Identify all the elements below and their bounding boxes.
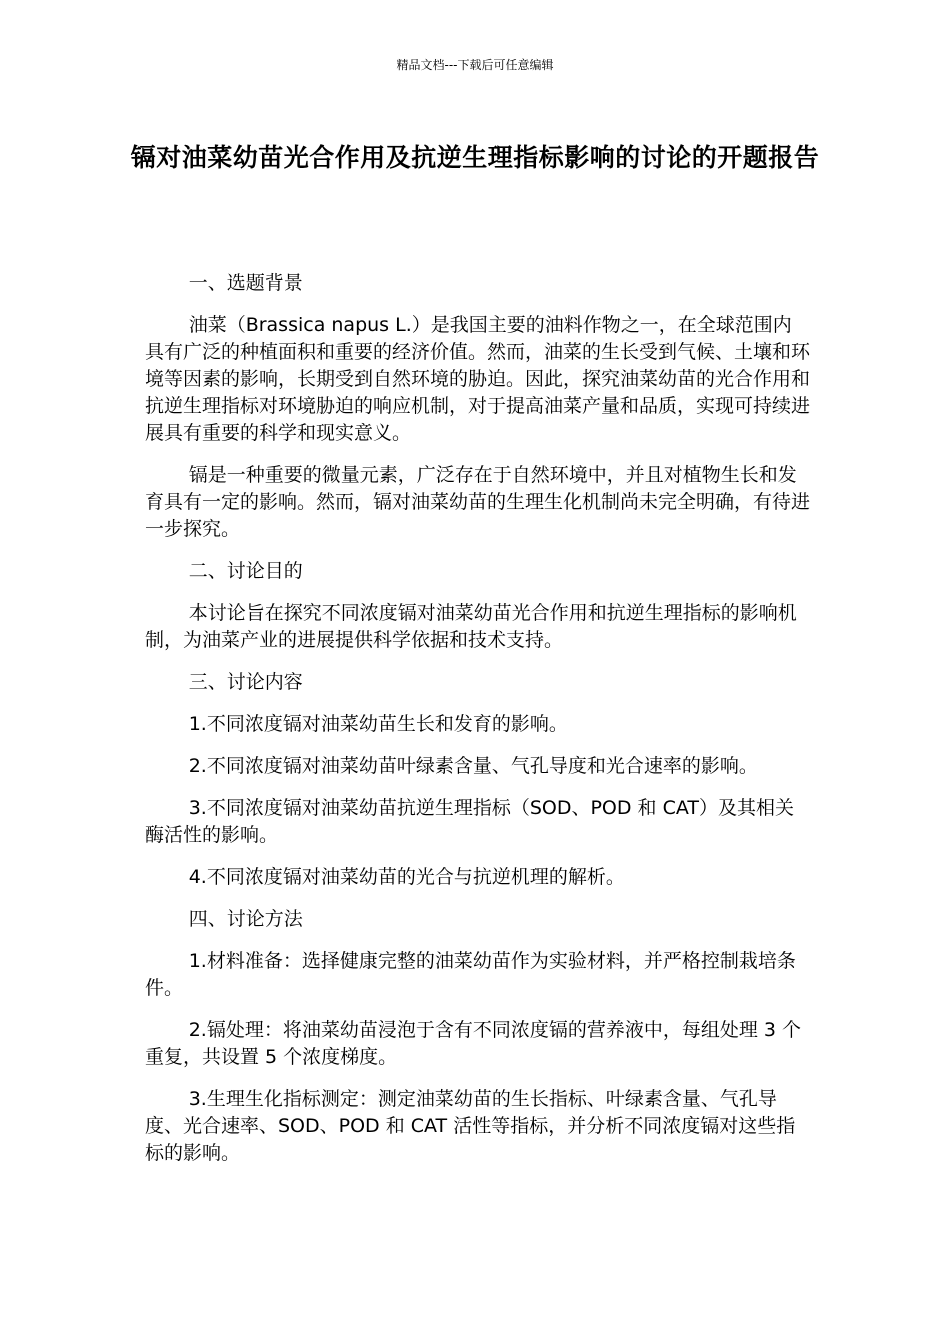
method-item-2: 2.镉处理：将油菜幼苗浸泡于含有不同浓度镉的营养液中，每组处理 3 个重复，共设置 5 个浓度梯度。 xyxy=(145,1019,801,1068)
section-heading-purpose: 二、讨论目的 xyxy=(188,560,303,582)
content-item-3: 3.不同浓度镉对油菜幼苗抗逆生理指标（SOD、POD 和 CAT）及其相关酶活性的影响。 xyxy=(145,797,794,846)
paragraph-background-2: 镉是一种重要的微量元素，广泛存在于自然环境中，并且对植物生长和发育具有一定的影响。然而，镉对油菜幼苗的生理生化机制尚未完全明确，有待进一步探究。 xyxy=(145,464,811,540)
content-item-4: 4.不同浓度镉对油菜幼苗的光合与抗逆机理的解析。 xyxy=(188,866,625,888)
document-title: 镉对油菜幼苗光合作用及抗逆生理指标影响的讨论的开题报告 xyxy=(130,143,820,172)
content-item-1: 1.不同浓度镉对油菜幼苗生长和发育的影响。 xyxy=(188,713,568,735)
header-note: 精品文档---下载后可任意编辑 xyxy=(396,58,554,72)
method-item-3: 3.生理生化指标测定：测定油菜幼苗的生长指标、叶绿素含量、气孔导度、光合速率、SOD、POD 和 CAT 活性等指标，并分析不同浓度镉对这些指标的影响。 xyxy=(145,1088,796,1164)
section-heading-content: 三、讨论内容 xyxy=(188,671,303,693)
paragraph-background-1: 油菜（Brassica napus L.）是我国主要的油料作物之一，在全球范围内具有广泛的种植面积和重要的经济价值。然而，油菜的生长受到气候、土壤和环境等因素的影响，长期受到自然环境的胁迫。因此，探究油菜幼苗的光合作用和抗逆生理指标对环境胁迫的响应机制，对于提高油菜产量和品质，实现可持续进展具有重要的科学和现实意义。 xyxy=(145,314,811,444)
content-item-2: 2.不同浓度镉对油菜幼苗叶绿素含量、气孔导度和光合速率的影响。 xyxy=(188,755,758,777)
section-heading-background: 一、选题背景 xyxy=(188,272,303,294)
section-heading-method: 四、讨论方法 xyxy=(188,908,303,930)
method-item-1: 1.材料准备：选择健康完整的油菜幼苗作为实验材料，并严格控制栽培条件。 xyxy=(145,950,796,999)
document-body xyxy=(145,270,810,1182)
paragraph-purpose: 本讨论旨在探究不同浓度镉对油菜幼苗光合作用和抗逆生理指标的影响机制，为油菜产业的进展提供科学依据和技术支持。 xyxy=(145,602,797,651)
